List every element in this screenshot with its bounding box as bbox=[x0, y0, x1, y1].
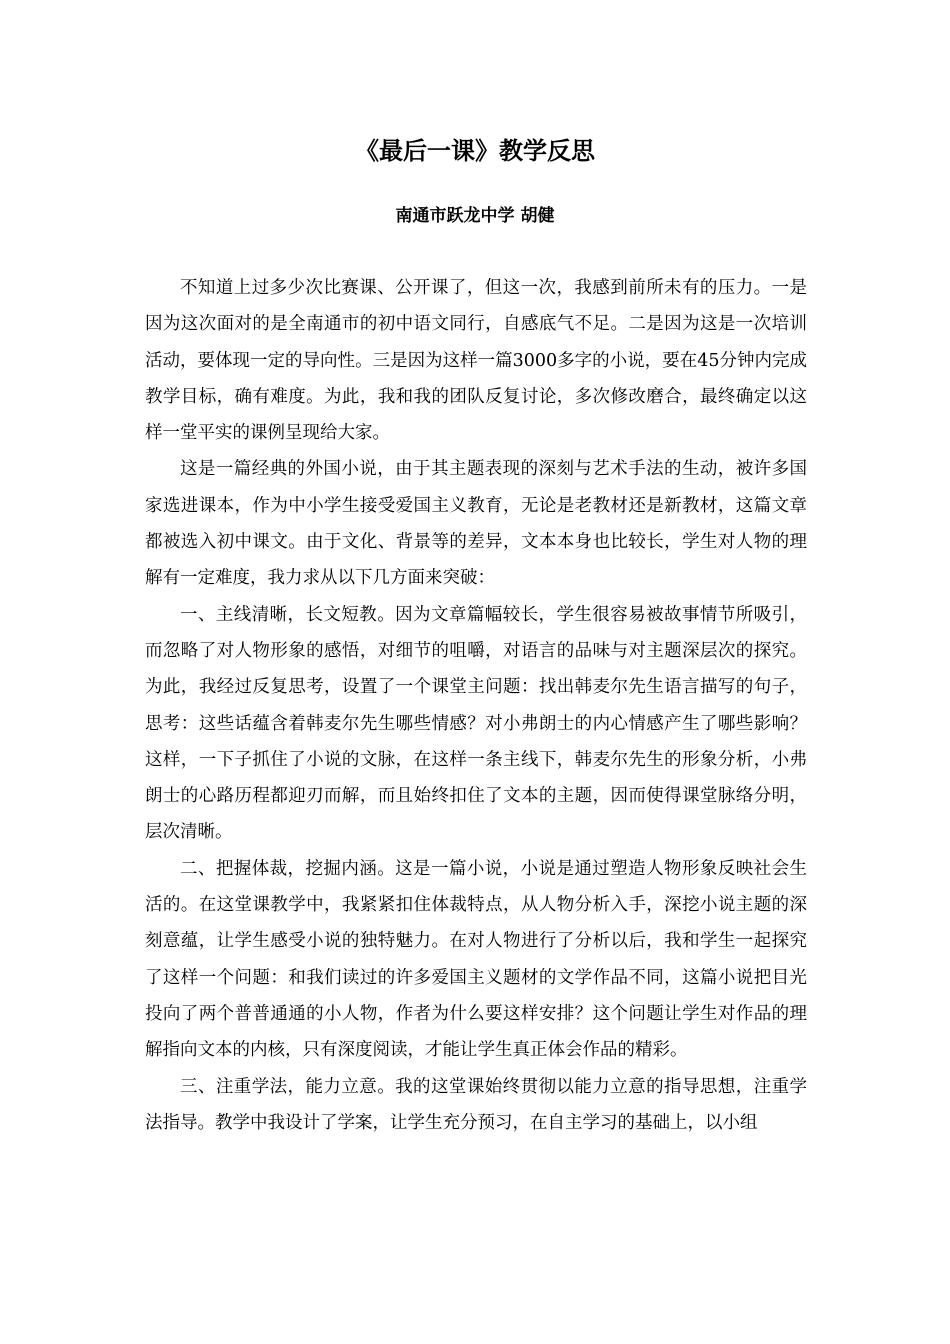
paragraph: 不知道上过多少次比赛课、公开课了，但这一次，我感到前所未有的压力。一是因为这次面对的是全南通市的初中语文同行，自感底气不足。二是因为这是一次培训活动，要体现一定的导向性。三是因为这样一篇3000多字的小说，要在45分钟内完成教学目标，确有难度。为此，我和我的团队反复讨论，多次修改磨合，最终确定以这样一堂平实的课例呈现给大家。 bbox=[145, 278, 807, 444]
paragraph: 这是一篇经典的外国小说，由于其主题表现的深刻与艺术手法的生动，被许多国家选进课本，作为中小学生接受爱国主义教育，无论是老教材还是新教材，这篇文章都被选入初中课文。由于文化、背景等的差异，文本本身也比较长，学生对人物的理解有一定难度，我力求从以下几方面来突破： bbox=[145, 459, 807, 589]
paragraph: 一、主线清晰，长文短教。因为文章篇幅较长，学生很容易被故事情节所吸引，而忽略了对人物形象的感悟，对细节的咀嚼，对语言的品味与对主题深层次的探究。为此，我经过反复思考，设置了一个课堂主问题：找出韩麦尔先生语言描写的句子，思考：这些话蕴含着韩麦尔先生哪些情感？对小弗朗士的内心情感产生了哪些影响？这样，一下子抓住了小说的文脉，在这样一条主线下，韩麦尔先生的形象分析，小弗朗士的心路历程都迎刃而解，而且始终扣住了文本的主题，因而使得课堂脉络分明，层次清晰。 bbox=[145, 604, 807, 843]
paragraph: 二、把握体裁，挖掘内涵。这是一篇小说，小说是通过塑造人物形象反映社会生活的。在这堂课教学中，我紧紧扣住体裁特点，从人物分析入手，深挖小说主题的深刻意蕴，让学生感受小说的独特魅力。在对人物进行了分析以后，我和学生一起探究了这样一个问题：和我们读过的许多爱国主义题材的文学作品不同，这篇小说把目光投向了两个普普通通的小人物，作者为什么要这样安排？这个问题让学生对作品的理解指向文本的内核，只有深度阅读，才能让学生真正体会作品的精彩。 bbox=[145, 858, 807, 1061]
paragraph: 三、注重学法，能力立意。我的这堂课始终贯彻以能力立意的指导思想，注重学法指导。教学中我设计了学案，让学生充分预习，在自主学习的基础上，以小组 bbox=[145, 1076, 807, 1133]
document-body bbox=[145, 270, 807, 1141]
document-title: 《最后一课》教学反思 bbox=[355, 137, 595, 165]
document-author: 南通市跃龙中学 胡健 bbox=[395, 206, 555, 226]
